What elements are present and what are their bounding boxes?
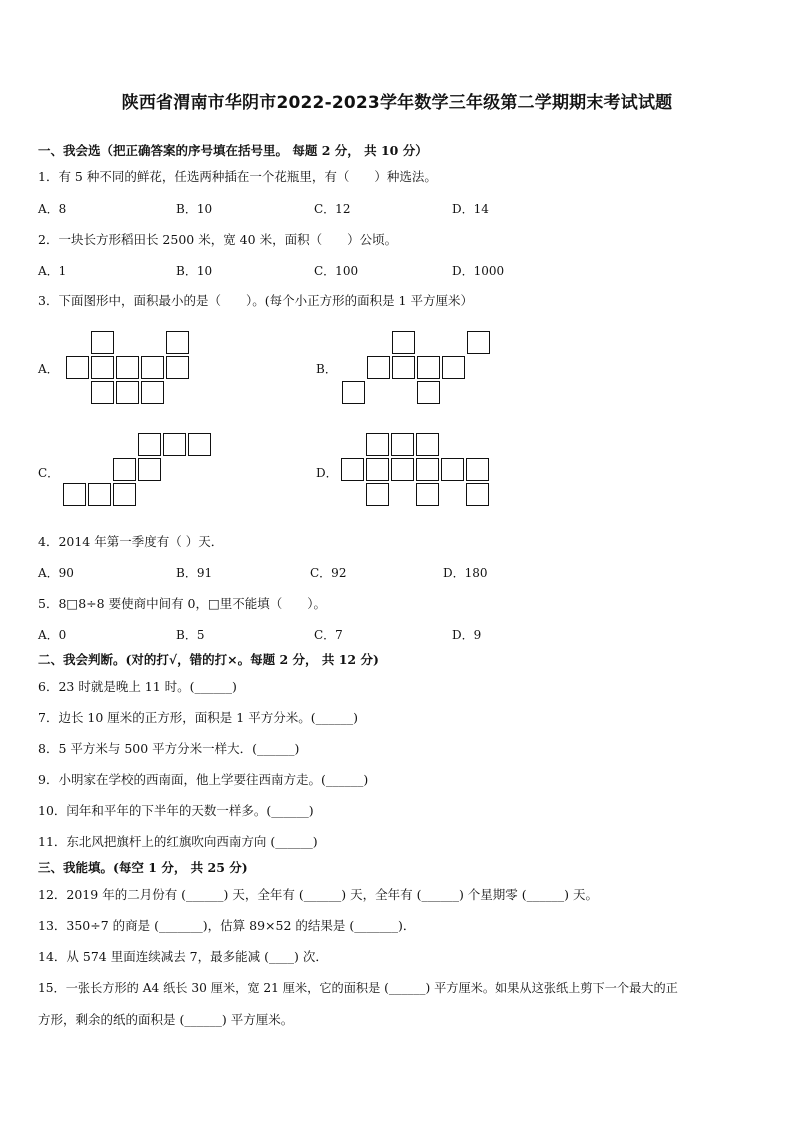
question-7: 7．边长 10 厘米的正方形，面积是 1 平方分米。(______): [38, 710, 358, 725]
question-11: 11．东北风把旗杆上的红旗吹向西南方向 (______): [38, 834, 318, 849]
question-8: 8．5 平方米与 500 平方分米一样大．(______): [38, 741, 300, 756]
question-12: 12．2019 年的二月份有 (______) 天，全年有 (______) 天，全年有 (______) 个星期零 (______) 天。: [38, 887, 598, 902]
page-title: 陕西省渭南市华阴市2022-2023学年数学三年级第二学期期末考试试题: [121, 93, 673, 113]
question-10: 10．闰年和平年的下半年的天数一样多。(______): [38, 803, 314, 818]
section-2-heading: 二、我会判断。(对的打√，错的打×。每题 2 分， 共 12 分): [38, 652, 379, 667]
q2-option-d: D．1000: [452, 264, 505, 278]
q5-option-b: B．5: [176, 628, 205, 642]
figure-b-label: B．: [316, 362, 337, 376]
q2-option-a: A．1: [38, 264, 67, 278]
q4-option-b: B．91: [176, 566, 213, 580]
question-2: 2．一块长方形稻田长 2500 米，宽 40 米，面积（ ）公顷。: [38, 232, 398, 247]
question-3: 3．下面图形中，面积最小的是（ ）。(每个小正方形的面积是 1 平方厘米）: [38, 293, 473, 308]
question-14: 14．从 574 里面连续减去 7，最多能减 (____) 次．: [38, 949, 328, 964]
q1-option-a: A．8: [38, 202, 67, 216]
question-1: 1．有 5 种不同的鲜花，任选两种插在一个花瓶里，有（ ）种选法。: [38, 169, 437, 184]
q5-option-c: C．7: [314, 628, 343, 642]
figure-a-label: A．: [38, 362, 59, 376]
q2-option-b: B．10: [176, 264, 213, 278]
question-9: 9．小明家在学校的西南面，他上学要往西南方走。(______): [38, 772, 369, 787]
q1-option-b: B．10: [176, 202, 213, 216]
q1-option-c: C．12: [314, 202, 351, 216]
q4-option-c: C．92: [310, 566, 347, 580]
question-6: 6．23 时就是晚上 11 时。(______): [38, 679, 237, 694]
question-13: 13．350÷7 的商是 (_______)，估算 89×52 的结果是 (_______)．: [38, 918, 416, 933]
question-15-line-2: 方形，剩余的纸的面积是 (______) 平方厘米。: [38, 1012, 294, 1027]
question-15-line-1: 15．一张长方形的 A4 纸长 30 厘米，宽 21 厘米，它的面积是 (______) 平方厘米。如果从这张纸上剪下一个最大的正: [38, 981, 678, 995]
question-5: 5．8□8÷8 要使商中间有 0，□里不能填（ ）。: [38, 596, 327, 611]
q4-option-d: D．180: [443, 566, 488, 580]
question-4: 4．2014 年第一季度有（ ）天．: [38, 534, 224, 549]
figure-d-label: D．: [316, 466, 338, 480]
section-1-heading: 一、我会选（把正确答案的序号填在括号里。 每题 2 分， 共 10 分）: [38, 143, 428, 158]
q4-option-a: A．90: [38, 566, 74, 580]
q2-option-c: C．100: [314, 264, 359, 278]
figure-c-label: C．: [38, 466, 60, 480]
q5-option-d: D．9: [452, 628, 482, 642]
q5-option-a: A．0: [38, 628, 67, 642]
section-3-heading: 三、我能填。(每空 1 分， 共 25 分): [38, 860, 248, 875]
q1-option-d: D．14: [452, 202, 489, 216]
